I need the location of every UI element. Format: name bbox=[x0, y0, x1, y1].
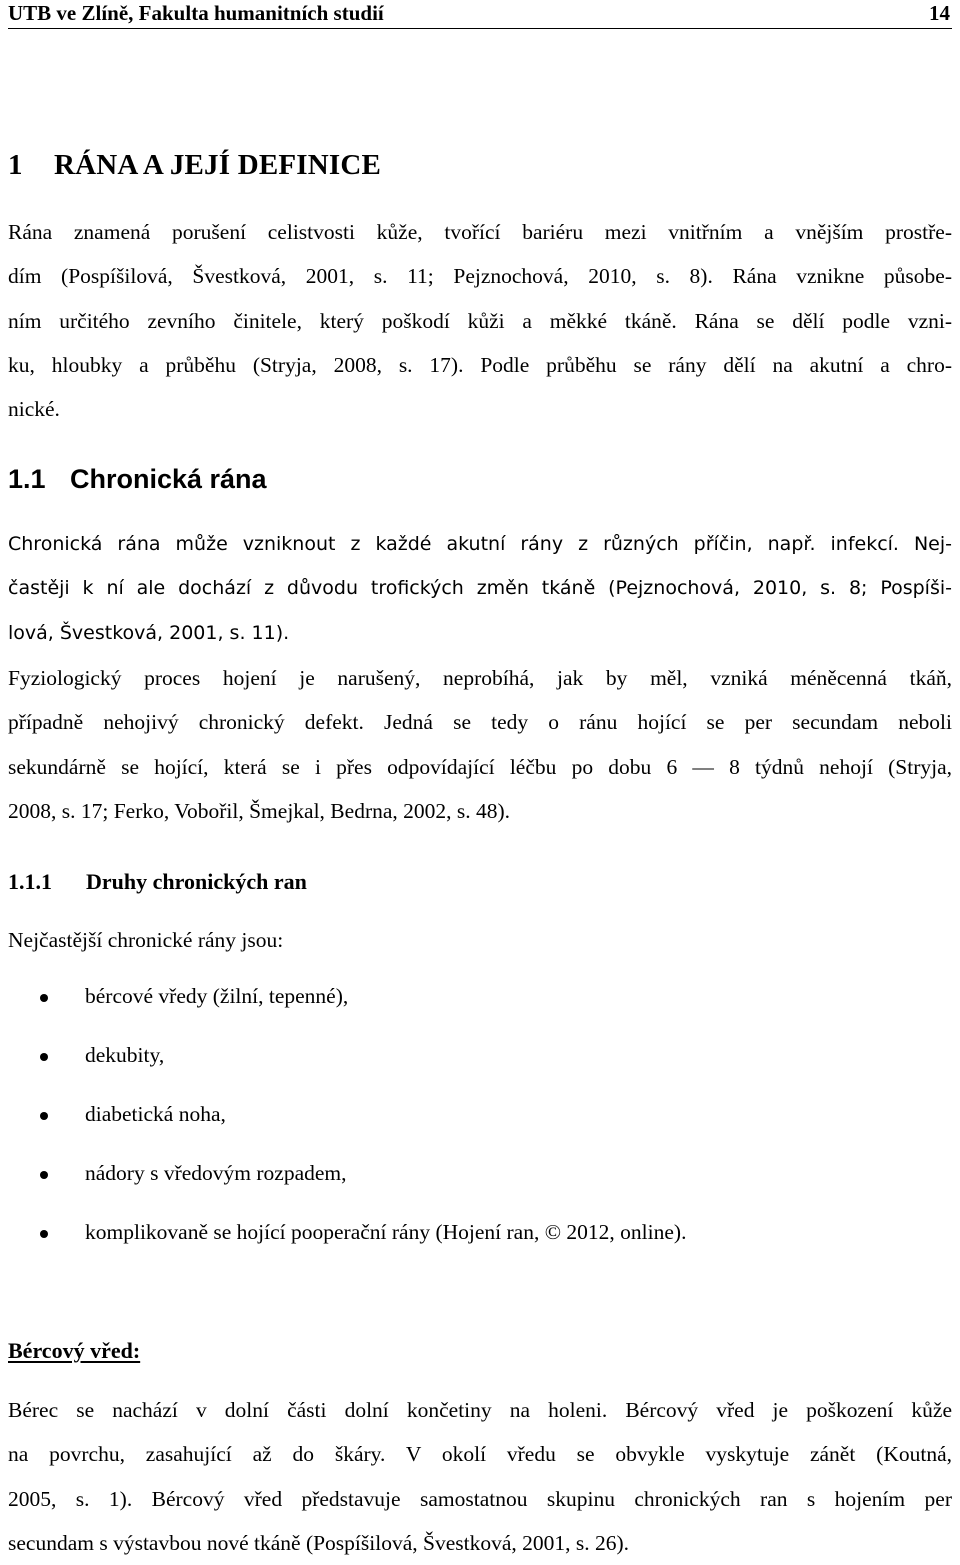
paragraph-line: na povrchu, zasahující až do škáry. V okolí vředu se obvykle vyskytuje zánět (Koutná, bbox=[8, 1442, 952, 1467]
list-item bbox=[0, 978, 960, 1018]
paragraph-line: Chronická rána může vzniknout z každé akutní rány z různých příčin, např. infekcí. Nej- bbox=[8, 533, 952, 555]
paragraph-line: Rána znamená porušení celistvosti kůže, tvořící bariéru mezi vnitřním a vnějším prostře- bbox=[8, 220, 952, 244]
paragraph-line: 2008, s. 17; Ferko, Vobořil, Šmejkal, Bedrna, 2002, s. 48). bbox=[8, 798, 511, 823]
ulcer-paragraph bbox=[8, 1388, 952, 1565]
section-title: Chronická rána bbox=[70, 464, 267, 494]
bullet-icon bbox=[40, 1112, 48, 1120]
list-item-text: bércové vředy (žilní, tepenné), bbox=[85, 984, 349, 1008]
paragraph-line: 2005, s. 1). Bércový vřed představuje samostatnou skupinu chronických ran s hojením per bbox=[8, 1486, 952, 1511]
running-header bbox=[8, 0, 952, 29]
list-item-text: diabetická noha, bbox=[85, 1102, 226, 1126]
list-item-text: komplikovaně se hojící pooperační rány (Hojení ran, © 2012, online). bbox=[85, 1220, 687, 1244]
paragraph-line: Nejčastější chronické rány jsou: bbox=[8, 928, 284, 952]
chapter-number: 1 bbox=[8, 149, 23, 181]
bullet-icon bbox=[40, 1230, 48, 1238]
subsection-heading bbox=[8, 869, 307, 895]
subsection-number: 1.1.1 bbox=[8, 869, 52, 894]
bullet-icon bbox=[40, 1171, 48, 1179]
subsection-title: Druhy chronických ran bbox=[86, 869, 307, 894]
paragraph-line: Bérec se nachází v dolní části dolní končetiny na holeni. Bércový vřed je poškození kůže bbox=[8, 1398, 952, 1422]
bullet-icon bbox=[40, 994, 48, 1002]
bullet-icon bbox=[40, 1053, 48, 1061]
paragraph-line: dím (Pospíšilová, Švestková, 2001, s. 11; Pejznochová, 2010, s. 8). Rána vznikne působe- bbox=[8, 264, 952, 289]
paragraph-line: ku, hloubky a průběhu (Stryja, 2008, s. 17). Podle průběhu se rány dělí na akutní a chro- bbox=[8, 352, 952, 377]
list-item bbox=[0, 1096, 960, 1136]
paragraph-line: sekundárně se hojící, která se i přes odpovídající léčbu po dobu 6 — 8 týdnů nehojí (Stryja, bbox=[8, 754, 952, 779]
list-item bbox=[0, 1037, 960, 1077]
paragraph-line: Fyziologický proces hojení je narušený, neprobíhá, jak by měl, vzniká méněcenná tkáň, bbox=[8, 666, 952, 690]
section-number: 1.1 bbox=[8, 464, 46, 494]
list-item bbox=[0, 1155, 960, 1195]
page-number: 14 bbox=[929, 1, 950, 25]
list-intro bbox=[8, 918, 952, 962]
list-item-text: dekubity, bbox=[85, 1043, 165, 1067]
chapter-title: RÁNA A JEJÍ DEFINICE bbox=[54, 149, 382, 181]
header-title: UTB ve Zlíně, Fakulta humanitních studií bbox=[8, 1, 384, 25]
intro-paragraph bbox=[8, 210, 952, 431]
chapter-heading bbox=[8, 149, 381, 182]
section-paragraph bbox=[8, 522, 952, 655]
list-item bbox=[0, 1214, 960, 1254]
paragraph-line: lová, Švestková, 2001, s. 11). bbox=[8, 621, 290, 644]
section-heading bbox=[8, 464, 267, 495]
paragraph-line: ním určitého zevního činitele, který poškodí kůži a měkké tkáně. Rána se dělí podle vzni- bbox=[8, 308, 952, 333]
ulcer-heading: Bércový vřed: bbox=[8, 1338, 141, 1363]
paragraph-line: případně nehojivý chronický defekt. Jedná se tedy o ránu hojící se per secundam neboli bbox=[8, 710, 952, 735]
paragraph-line: secundam s výstavbou nové tkáně (Pospíšilová, Švestková, 2001, s. 26). bbox=[8, 1530, 630, 1555]
physiology-paragraph bbox=[8, 656, 952, 833]
paragraph-line: nické. bbox=[8, 397, 60, 422]
list-item-text: nádory s vředovým rozpadem, bbox=[85, 1161, 347, 1185]
paragraph-line: častěji k ní ale dochází z důvodu trofických změn tkáně (Pejznochová, 2010, s. 8; Pospíši- bbox=[8, 577, 952, 600]
